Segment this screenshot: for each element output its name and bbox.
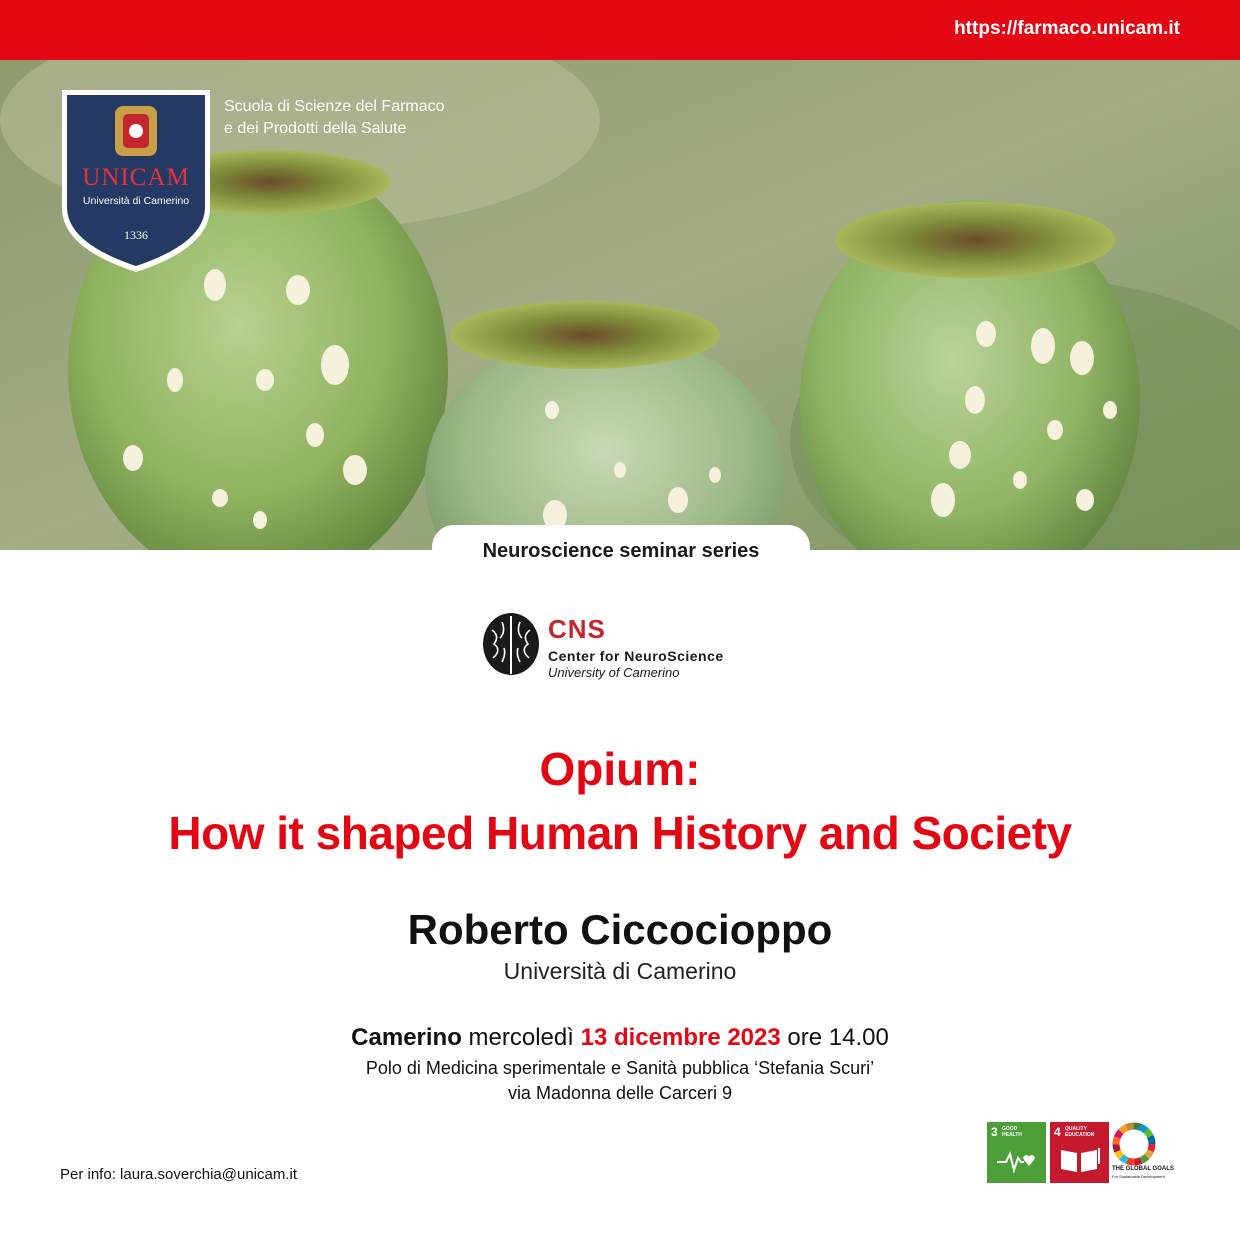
event-street: via Madonna delle Carceri 9 xyxy=(507,1083,733,1103)
series-tab xyxy=(432,525,810,569)
sdg-4-label-1: QUALITY xyxy=(1065,1126,1087,1132)
sdg-goal-3-badge xyxy=(987,1122,1046,1183)
sdg-4-number: 4 xyxy=(1054,1125,1061,1139)
school-line-2: e dei Prodotti della Salute xyxy=(224,120,407,137)
unicam-wordmark: UNICAM xyxy=(82,164,190,191)
top-bar xyxy=(0,0,1240,60)
unicam-subtitle: Università di Camerino xyxy=(82,195,190,207)
title-line-1: Opium: xyxy=(539,743,701,795)
cns-name: Center for NeuroScience xyxy=(548,648,724,664)
global-goals-title: THE GLOBAL GOALS xyxy=(1112,1166,1174,1172)
global-goals-subtitle: For Sustainable Development xyxy=(1112,1174,1165,1179)
event-city: Camerino xyxy=(351,1024,462,1051)
title-line-2: How it shaped Human History and Society xyxy=(168,807,1072,859)
speaker-affiliation: Università di Camerino xyxy=(503,958,737,984)
unicam-year: 1336 xyxy=(124,228,148,242)
event-venue: Polo di Medicina sperimentale e Sanità pubblica ‘Stefania Scuri’ xyxy=(365,1058,875,1078)
event-date: 13 dicembre 2023 xyxy=(580,1024,781,1051)
school-name xyxy=(224,96,445,140)
event-datetime xyxy=(0,1024,1240,1052)
event-time: ore 14.00 xyxy=(787,1024,889,1051)
sdg-3-number: 3 xyxy=(991,1125,998,1139)
global-goals-logo xyxy=(1112,1122,1178,1184)
sdg-goal-4-badge xyxy=(1050,1122,1109,1183)
event-weekday: mercoledì xyxy=(468,1024,574,1051)
sdg-4-label-2: EDUCATION xyxy=(1065,1132,1095,1138)
speaker-name: Roberto Ciccocioppo xyxy=(407,906,833,953)
book-icon xyxy=(1059,1144,1101,1174)
sdg-3-label-2: HEALTH xyxy=(1002,1132,1022,1138)
cns-logo xyxy=(480,610,770,682)
cns-acronym: CNS xyxy=(548,614,606,644)
cns-university: University of Camerino xyxy=(548,665,680,680)
sdg-3-label-1: GOOD xyxy=(1002,1126,1018,1132)
heartbeat-icon xyxy=(996,1144,1038,1174)
series-label: Neuroscience seminar series xyxy=(482,540,760,562)
website-url[interactable]: https://farmaco.unicam.it xyxy=(954,18,1180,39)
contact-info[interactable]: Per info: laura.soverchia@unicam.it xyxy=(60,1166,297,1183)
school-line-1: Scuola di Scienze del Farmaco xyxy=(224,98,445,115)
unicam-logo xyxy=(60,88,212,274)
brain-icon xyxy=(480,610,542,682)
